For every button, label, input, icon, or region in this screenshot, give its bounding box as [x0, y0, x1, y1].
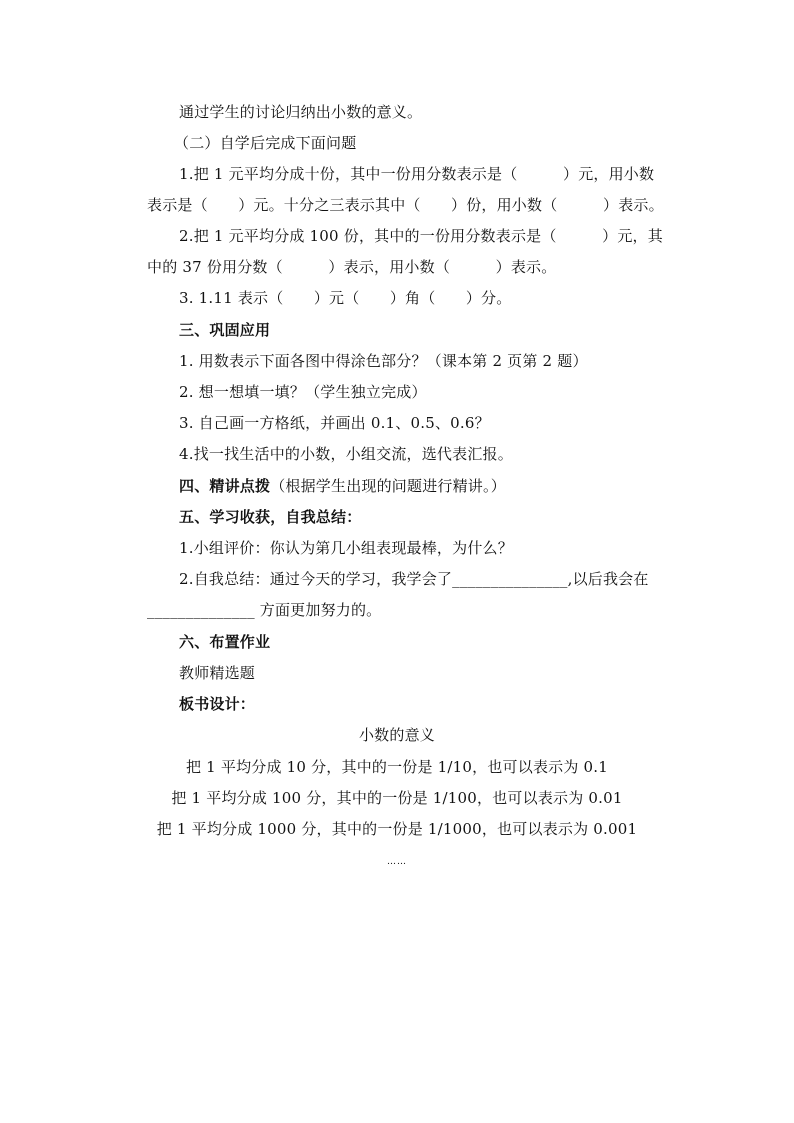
- board-line-1: 把 1 平均分成 10 分，其中的一份是 1/10，也可以表示为 0.1: [186, 758, 608, 776]
- heading-explain-line: [179, 476, 506, 496]
- question-2-line-1: 2.把 1 元平均分成 100 份，其中的一份用分数表示是（ ）元，其: [179, 227, 663, 245]
- para-summary: 通过学生的讨论归纳出小数的意义。: [179, 103, 423, 121]
- section-self-study: （二）自学后完成下面问题: [174, 134, 357, 152]
- heading-consolidate: 三、巩固应用: [179, 321, 271, 339]
- summary-item-2-line-2: ______________ 方面更加努力的。: [147, 601, 382, 619]
- explain-note: （根据学生出现的问题进行精讲。）: [270, 477, 506, 495]
- board-ellipsis: ……: [387, 857, 407, 867]
- summary-item-1: 1.小组评价：你认为第几小组表现最棒，为什么？: [179, 539, 513, 557]
- consolidate-item-2: 2. 想一想填一填？（学生独立完成）: [179, 383, 427, 401]
- heading-explain: 四、精讲点拨: [179, 477, 271, 495]
- consolidate-item-4: 4.找一找生活中的小数，小组交流，选代表汇报。: [179, 445, 513, 463]
- homework-text: 教师精选题: [179, 664, 256, 682]
- board-line-3: 把 1 平均分成 1000 分，其中的一份是 1/1000，也可以表示为 0.001: [156, 820, 638, 838]
- board-line-2: 把 1 平均分成 100 分，其中的一份是 1/100，也可以表示为 0.01: [171, 789, 623, 807]
- heading-summary: 五、学习收获，自我总结：: [179, 508, 362, 526]
- question-3: 3. 1.11 表示（ ）元（ ）角（ ）分。: [179, 289, 512, 307]
- heading-homework: 六、布置作业: [179, 633, 271, 651]
- heading-board-design: 板书设计：: [179, 695, 256, 713]
- question-1-line-2: 表示是（ ）元。十分之三表示其中（ ）份，用小数（ ）表示。: [147, 196, 664, 214]
- question-2-line-2: 中的 37 份用分数（ ）表示，用小数（ ）表示。: [147, 258, 557, 276]
- consolidate-item-1: 1. 用数表示下面各图中得涂色部分？（课本第 2 页第 2 题）: [179, 352, 588, 370]
- consolidate-item-3: 3. 自己画一方格纸，并画出 0.1、0.5、0.6？: [179, 414, 490, 432]
- question-1-line-1: 1.把 1 元平均分成十份，其中一份用分数表示是（ ）元，用小数: [179, 165, 655, 183]
- summary-item-2-line-1: 2.自我总结：通过今天的学习，我学会了_______________,以后我会在: [179, 570, 649, 588]
- board-title: 小数的意义: [358, 726, 435, 744]
